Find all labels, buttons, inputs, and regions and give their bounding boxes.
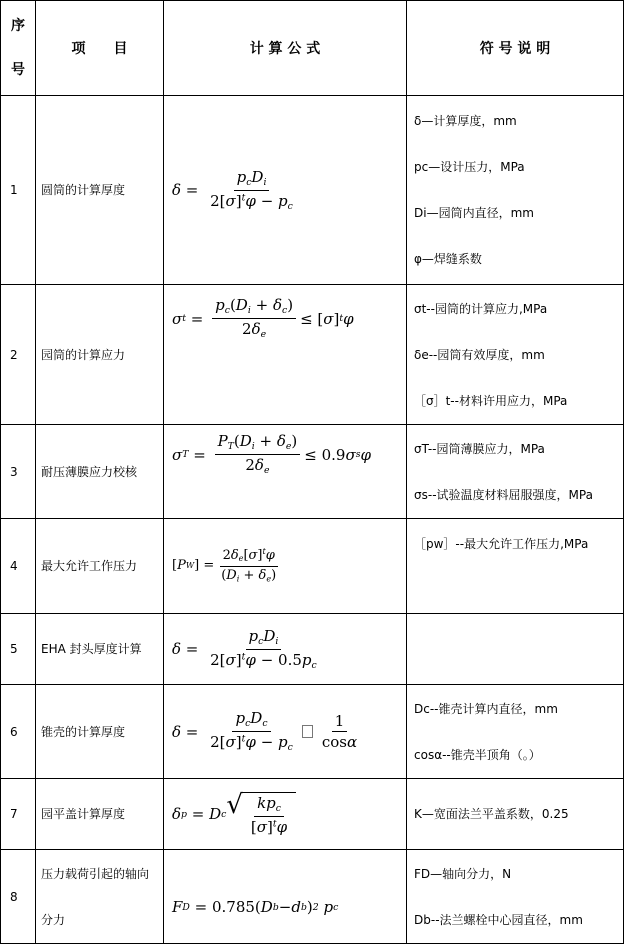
row-seq: 8 [1, 850, 36, 944]
formula-eha-head-thickness: δ = $\frac{p_cD_i}{2[\sigma]^t\varphi - 0.5p_c}$ [164, 614, 407, 685]
row-item: 锥壳的计算厚度 [36, 685, 164, 779]
row-symbols [407, 96, 624, 285]
row-seq: 7 [1, 779, 36, 850]
symbol-line: Dc--锥壳计算内直径，mm [414, 701, 558, 716]
header-item: 项 目 [36, 1, 164, 96]
row-symbols [407, 685, 624, 779]
header-formula: 计 算 公 式 [164, 1, 407, 96]
symbol-line: cosα--锥壳半顶角（。） [414, 747, 541, 762]
symbol-line: σt--园筒的计算应力,MPa [414, 301, 548, 316]
symbol-line: ［σ］t--材料许用应力，MPa [414, 393, 568, 408]
formula-max-working-pressure: [ P W ] = $\frac{2\delta_e[\sigma]^t\varphi}{(D_i + \delta_e)}$ [164, 519, 407, 614]
header-symbols: 符 号 说 明 [407, 1, 624, 96]
symbol-line: ［pw］--最大允许工作压力,MPa [414, 537, 589, 551]
row-seq: 1 [1, 96, 36, 285]
row-symbols [407, 519, 624, 614]
row-symbols [407, 425, 624, 519]
formula-axial-force: F D = 0.785( D b − d b ) 2 p c [164, 850, 407, 944]
symbol-line: FD—轴向分力，N [414, 866, 512, 881]
header-seq [1, 1, 36, 96]
table-row [1, 850, 624, 944]
symbol-line: σT--园筒薄膜应力，MPa [414, 441, 545, 456]
table-row [1, 425, 624, 519]
symbol-line: pc—设计压力，MPa [414, 160, 525, 174]
table-header-row [1, 1, 624, 96]
symbol-line: σs--试验温度材料屈服强度，MPa [414, 487, 593, 502]
symbol-line: φ—焊缝系数 [414, 252, 482, 266]
row-seq: 6 [1, 685, 36, 779]
formula-cone-thickness: δ = $\frac{p_cD_c}{2[\sigma]^t\varphi - p_c}$ $\frac{1}{\cos\alpha}$ [164, 685, 407, 779]
table-row [1, 614, 624, 685]
symbol-line: δ—计算厚度，mm [414, 114, 517, 128]
row-symbols [407, 614, 624, 685]
table-row [1, 519, 624, 614]
row-seq: 4 [1, 519, 36, 614]
header-seq-bottom: 号 [11, 62, 25, 78]
row-item: 园平盖计算厚度 [36, 779, 164, 850]
row-symbols [407, 779, 624, 850]
row-item: 耐压薄膜应力校核 [36, 425, 164, 519]
row-item: EHA 封头厚度计算 [36, 614, 164, 685]
symbol-line: δe--园筒有效厚度，mm [414, 347, 545, 362]
table-row [1, 779, 624, 850]
row-item: 圆筒的计算厚度 [36, 96, 164, 285]
row-seq: 3 [1, 425, 36, 519]
row-item: 园筒的计算应力 [36, 285, 164, 425]
row-seq: 2 [1, 285, 36, 425]
formula-cylinder-stress: σ t = $\frac{p_c(D_i + \delta_c)}{2\delta_e}$ ≤ [ σ ] t φ [164, 285, 407, 425]
formula-flat-cover-thickness: δ p = D c √ $\frac{kp_c}{[\sigma]^t\varphi}$ [164, 779, 407, 850]
row-symbols [407, 285, 624, 425]
row-symbols [407, 850, 624, 944]
symbol-line: K—宽面法兰平盖系数，0.25 [414, 807, 569, 821]
symbol-line: Di—园筒内直径，mm [414, 206, 534, 220]
header-seq-top: 序 [11, 18, 25, 34]
formula-membrane-stress: σ T = $\frac{P_T(D_i + \delta_e)}{2\delta_e}$ ≤ 0.9 σ s φ [164, 425, 407, 519]
row-seq: 5 [1, 614, 36, 685]
symbol-line: Db--法兰螺栓中心园直径，mm [414, 912, 583, 927]
table-row [1, 685, 624, 779]
row-item: 压力载荷引起的轴向分力 [36, 850, 164, 944]
formula-cylinder-thickness: δ = $\frac{p_cD_i}{2[\sigma]^t\varphi - p_c}$ [164, 96, 407, 285]
table-row [1, 96, 624, 285]
row-item: 最大允许工作压力 [36, 519, 164, 614]
table-row [1, 285, 624, 425]
